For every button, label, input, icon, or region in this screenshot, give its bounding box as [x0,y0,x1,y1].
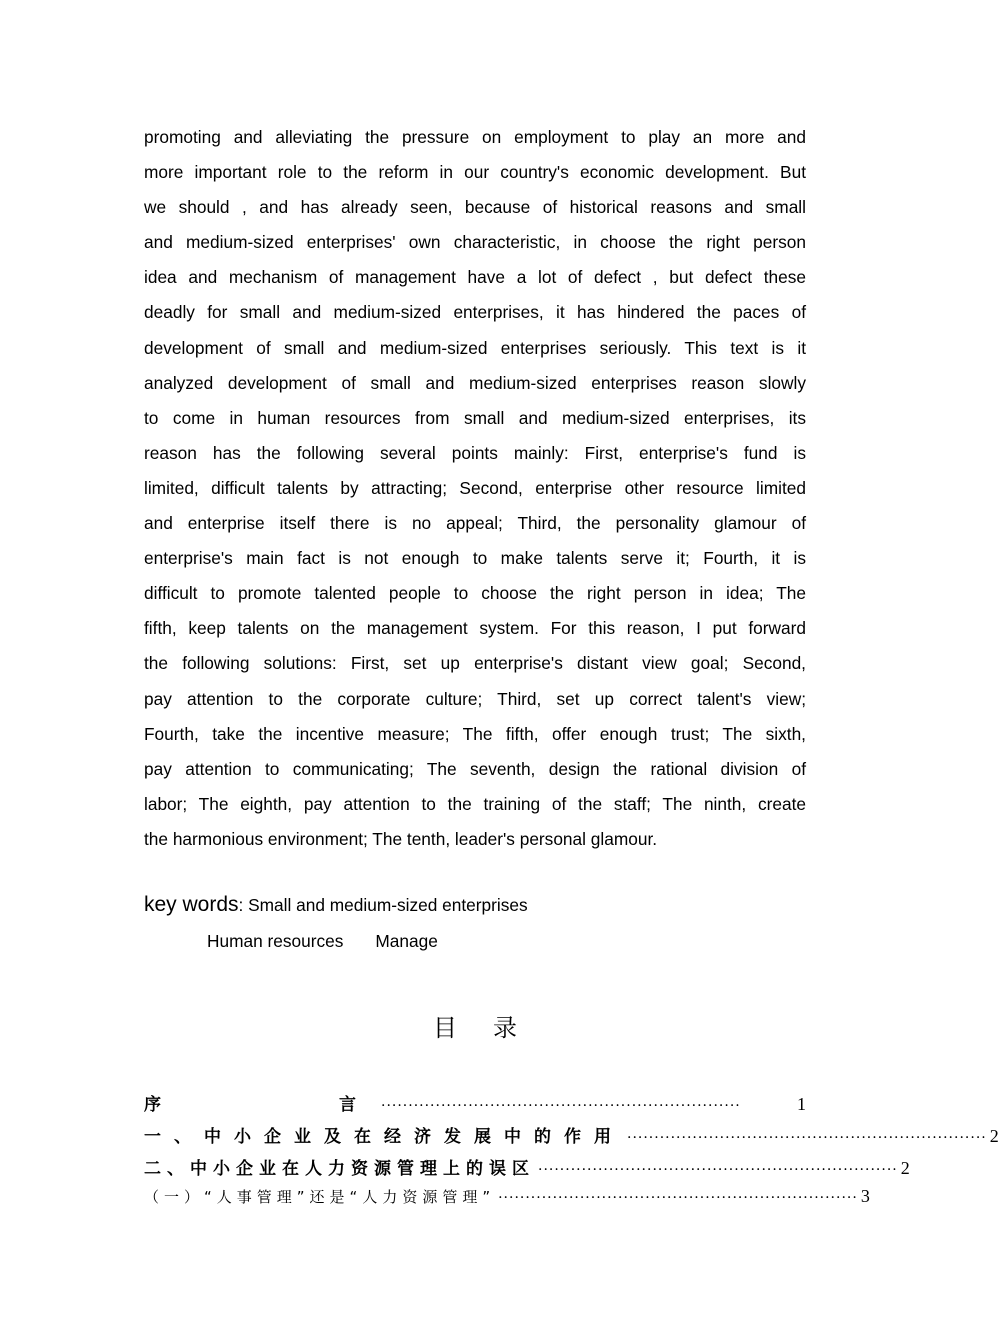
keywords-first: : Small and medium-sized enterprises [238,895,528,915]
toc-entry[interactable] [144,1090,806,1114]
abstract-line: deadly for small and medium-sized enterprises, it has hindered the paces of [144,302,806,323]
toc-page-number: 3 [860,1186,870,1206]
abstract-line: we should , and has already seen, because of historical reasons and small [144,197,806,218]
abstract-line: idea and mechanism of management have a lot of defect , but defect these [144,267,806,288]
abstract-line: Fourth, take the incentive measure; The fifth, offer enough trust; The sixth, [144,723,806,744]
toc-entry-text: 一、中小企业及在经济发展中的作用 [144,1127,624,1147]
abstract-line: pay attention to the corporate culture; Third, set up correct talent's view; [144,688,806,709]
abstract-line: fifth, keep talents on the management system. For this reason, I put forward [144,618,806,639]
toc-entry[interactable] [144,1122,999,1147]
abstract-line: difficult to promote talented people to choose the right person in idea; The [144,583,806,604]
abstract-line: development of small and medium-sized enterprises seriously. This text is it [144,337,806,358]
abstract-line: analyzed development of small and medium-sized enterprises reason slowly [144,372,806,393]
keywords-continued [207,931,438,952]
toc-page-number: 2 [900,1158,910,1178]
toc-leader-dots: ·································································· [498,1190,858,1206]
abstract-line: reason has the following several points mainly: First, enterprise's fund is [144,442,806,463]
abstract-line: limited, difficult talents by attracting; Second, enterprise other resource limited [144,477,806,498]
keywords-line [144,893,528,917]
toc-title: 目录 [433,1014,553,1042]
toc-page-number: 2 [989,1126,999,1146]
abstract-line: the following solutions: First, set up enterprise's distant view goal; Second, [144,653,806,674]
abstract-line: pay attention to communicating; The seventh, design the rational division of [144,758,806,779]
abstract-line: and enterprise itself there is no appeal; Third, the personality glamour of [144,513,806,534]
toc-entry[interactable] [144,1154,910,1179]
toc-page-number: 1 [797,1094,806,1114]
abstract-line: promoting and alleviating the pressure on employment to play an more and [144,127,806,147]
abstract-line: labor; The eighth, pay attention to the training of the staff; The ninth, create [144,793,806,814]
abstract-line: to come in human resources from small and medium-sized enterprises, its [144,407,806,428]
toc-entry-text: 二、中小企业在人力资源管理上的误区 [144,1159,535,1179]
abstract-line: more important role to the reform in our country's economic development. But [144,162,806,183]
toc-entry-text: 序 言 [144,1095,378,1115]
toc-leader-dots: ·································································· [381,1098,741,1114]
keyword-item: Human resources [207,931,344,951]
keyword-item: Manage [375,931,438,951]
toc-entry[interactable] [144,1186,870,1210]
toc-leader-dots: ·································································· [627,1130,987,1146]
keywords-label: key words [144,893,239,916]
abstract-body [144,120,806,857]
abstract-line: the harmonious environment; The tenth, leader's personal glamour. [144,828,658,849]
toc-entry-text: （一）“人事管理”还是“人力资源管理” [144,1188,496,1206]
abstract-line: and medium-sized enterprises' own characteristic, in choose the right person [144,232,806,253]
abstract-line: enterprise's main fact is not enough to make talents serve it; Fourth, it is [144,548,806,569]
toc-leader-dots: ·································································· [538,1162,898,1178]
